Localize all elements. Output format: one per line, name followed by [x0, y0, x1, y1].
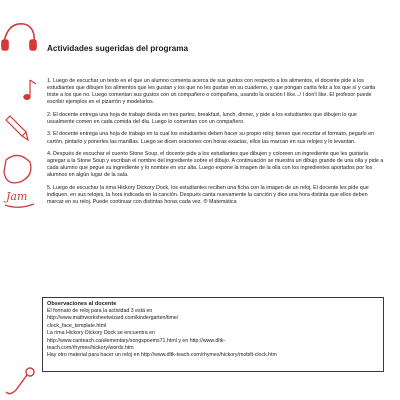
music-note-icon [24, 80, 36, 99]
note-link-dltk-clock[interactable]: Hay otro material para hacer un reloj en http://www.dltk-teach.com/rhymes/hickory/mobilt-clock.htm [47, 352, 277, 359]
activity-item-4: 4. Después de escuchar el cuento Stone Soup, el docente pide a los estudiantes que dibujen y coloreen un ingrediente que les gustaría agregar a la Stone Soup y escriban el nombre del ingrediente sobre el dibujo. A continuación se muestra un dibujo grande de una olla y pide a cada alumno que pegue su ingrediente y lo nombre en voz alta. Luego expone la imagen de la olla con los ingredientes aportados por los alumnos en algún lugar de la sala. [47, 151, 384, 179]
headphones-icon [2, 24, 36, 50]
note-link-clock-template-cont[interactable]: clock_face_template.html [47, 322, 107, 329]
teacher-notes-box [42, 297, 384, 372]
note-link-dltk-words[interactable]: teach.com/rhymes/hickory/words.htm [47, 345, 134, 352]
note-link-canteach[interactable]: http://www.canteach.ca/elementary/songspoems71.html y en http://www.dltk- [47, 337, 226, 344]
notes-title: Observaciones al docente [47, 301, 117, 307]
activities-list [47, 78, 384, 212]
note-line: El formato de reloj para la actividad 3 está en [47, 308, 153, 314]
svg-text:Jam: Jam [6, 190, 28, 203]
microphone-icon [6, 368, 34, 394]
activity-item-1: 1. Luego de escuchar un texto en el que un alumno comenta acerca de sus gustos con respecto a los alimentos, el docente pide a los estudiantes que dibujen los alimentos que les gustan y los que no les gustan en su cuaderno, y que pongan carita feliz a los que sí y carita triste a los que no. Luego comentan sus gustos con un compañero o compañera, usando la oración I like.../ I don't like. El profesor puede escribir ejemplos en el pizarrón y modelarlos. [47, 78, 376, 106]
page-title: Actividades sugeridas del programa [47, 44, 189, 53]
note-link-clock-template[interactable]: http://www.mathworksheetwizard.com/kindergarten/time/ [47, 315, 179, 322]
margin-doodles [0, 0, 40, 400]
activity-item-2: 2. El docente entrega una hoja de trabajo divida en tres partes, breakfast, lunch, dinner, y pide a los estudiantes que dibujen lo que usualmente comen en cada comida del día. Luego lo comentan con un compañero. [47, 111, 357, 125]
doodle-jam-icon [4, 155, 34, 207]
pencil-icon [6, 116, 28, 140]
note-line: La rima Hickory Dickory Dock se encuentra en [47, 330, 155, 337]
activity-item-5: 5. Luego de escuchar la rima Hickory Dickory Dock, los estudiantes reciben una ficha con la imagen de un reloj. El docente les pide que indiquen, en sus relojes, la hora indicada en la canción. Después canta nuevamente la canción y dice una hora distinta que ellos deben marcar en su reloj. Puede continuar con distintas horas cada vez. ® Matemática [47, 184, 369, 206]
activity-item-3: 3. El docente entrega una hoja de trabajo en la cual los estudiantes deben hacer su propio reloj: tienen que recortar el formato, pegarlo en cartón, pintarlo y ponerles las manillas. Luego se dicen oraciones con horas exactas, ellos las marcan en sus relojes y lo levantan. [47, 131, 375, 145]
